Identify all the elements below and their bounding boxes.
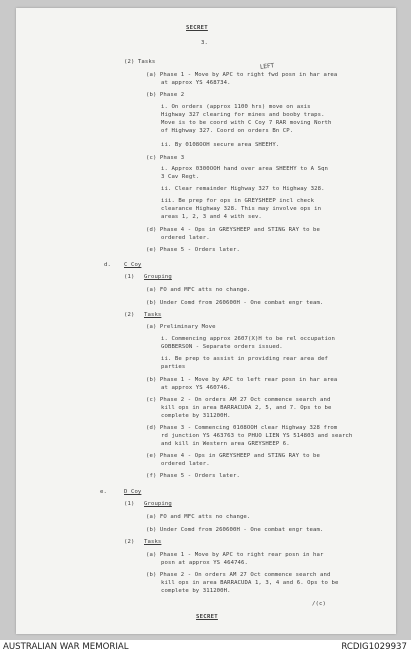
subpara-number: (2) (124, 539, 135, 545)
line: clearance Highway 328. This may involve ops in (161, 206, 322, 212)
line: i. Commencing approx 2607(X)H to be rel occupation (161, 336, 335, 342)
line: (c) Phase 3 (146, 155, 185, 161)
line: and kill in Western area GREYSHEEP 6. (161, 441, 290, 447)
line: ordered later. (161, 461, 210, 467)
line: (a) Preliminary Move (146, 324, 216, 330)
line: i. Approx 0300OOH hand over area SHEEHY to A Sqn (161, 166, 329, 172)
line: GOBBERSON - Separate orders issued. (161, 344, 283, 350)
para-number: d. (104, 262, 111, 268)
line: of Highway 327. Coord on orders Bn CP. (161, 128, 294, 134)
section-heading: D Coy (124, 489, 142, 495)
line: Highway 327 clearing for mines and booby traps. (161, 112, 325, 118)
line: (b) Phase 1 - Move by APC to left rear posn in har area (146, 377, 338, 383)
subpara-number: (1) (124, 274, 135, 280)
subsection-heading: Tasks (144, 539, 162, 545)
line: (a) Phase 1 - Move by APC to right rear posn in har (146, 552, 324, 558)
line: rd junction YS 463763 to PHUO LIEN YS 514803 and search (161, 433, 353, 439)
line: i. On orders (approx 1100 hrs) move on axis (161, 104, 311, 110)
record-id: RCDIG1029937 (341, 642, 407, 652)
page-number: 3. (201, 40, 208, 46)
line: (b) Under Comd from 260600H - One combat engr team. (146, 300, 324, 306)
line: parties (161, 364, 186, 370)
subsection-heading: Tasks (144, 312, 162, 318)
line: (b) Phase 2 (146, 92, 185, 98)
line: 3 Cav Regt. (161, 174, 200, 180)
continuation-marker: /(c) (312, 601, 326, 607)
line: at approx YS 460746. (161, 385, 231, 391)
subpara-number: (2) (124, 312, 135, 318)
line: (f) Phase 5 - Orders later. (146, 473, 240, 479)
line: ii. By 0108OOH secure area SHEEHY. (161, 142, 280, 148)
line: posn at approx YS 464746. (161, 560, 248, 566)
archive-footer (0, 640, 411, 654)
line: (d) Phase 3 - Commencing 0108OOH clear Highway 328 from (146, 425, 338, 431)
line: (e) Phase 4 - Ops in GREYSHEEP and STING RAY to be (146, 453, 320, 459)
line: kill ops in area BARRACUDA 1, 3, 4 and 6. Ops to be (161, 580, 339, 586)
subsection-heading: Grouping (144, 501, 172, 507)
line: (d) Phase 4 - Ops in GREYSHEEP and STING RAY to be (146, 227, 320, 233)
classification-top: SECRET (186, 25, 208, 31)
line: complete by 311200H. (161, 588, 231, 594)
line: ii. Be prep to assist in providing rear area def (161, 356, 329, 362)
line: (b) Under Comd from 260600H - One combat engr team. (146, 527, 324, 533)
classification-bottom: SECRET (196, 614, 218, 620)
line: (a) Phase 1 - Move by APC to right fwd posn in har area (146, 72, 338, 78)
line: (e) Phase 5 - Orders later. (146, 247, 240, 253)
line: complete by 311200H. (161, 413, 231, 419)
line: (a) FO and MFC atts no change. (146, 287, 251, 293)
archive-name: AUSTRALIAN WAR MEMORIAL (3, 642, 129, 652)
line: areas 1, 2, 3 and 4 with sev. (161, 214, 262, 220)
subpara-number: (1) (124, 501, 135, 507)
line: at approx YS 468734. (161, 80, 231, 86)
line: (c) Phase 2 - On orders AM 27 Oct commence search and (146, 397, 331, 403)
line: (2) Tasks (124, 59, 156, 65)
line: (b) Phase 2 - On orders AM 27 Oct commence search and (146, 572, 331, 578)
line: Move is to be coord with C Coy 7 RAR moving North (161, 120, 332, 126)
section-heading: C Coy (124, 262, 142, 268)
line: iii. Be prep for ops in GREYSHEEP incl check (161, 198, 315, 204)
document-page (16, 8, 396, 634)
line: ii. Clear remainder Highway 327 to Highway 328. (161, 186, 325, 192)
line: kill ops in area BARRACUDA 2, 5, and 7. Ops to be (161, 405, 332, 411)
para-number: e. (100, 489, 107, 495)
handwritten-correction: LEFT (259, 62, 275, 71)
line: ordered later. (161, 235, 210, 241)
subsection-heading: Grouping (144, 274, 172, 280)
line: (a) FO and MFC atts no change. (146, 514, 251, 520)
